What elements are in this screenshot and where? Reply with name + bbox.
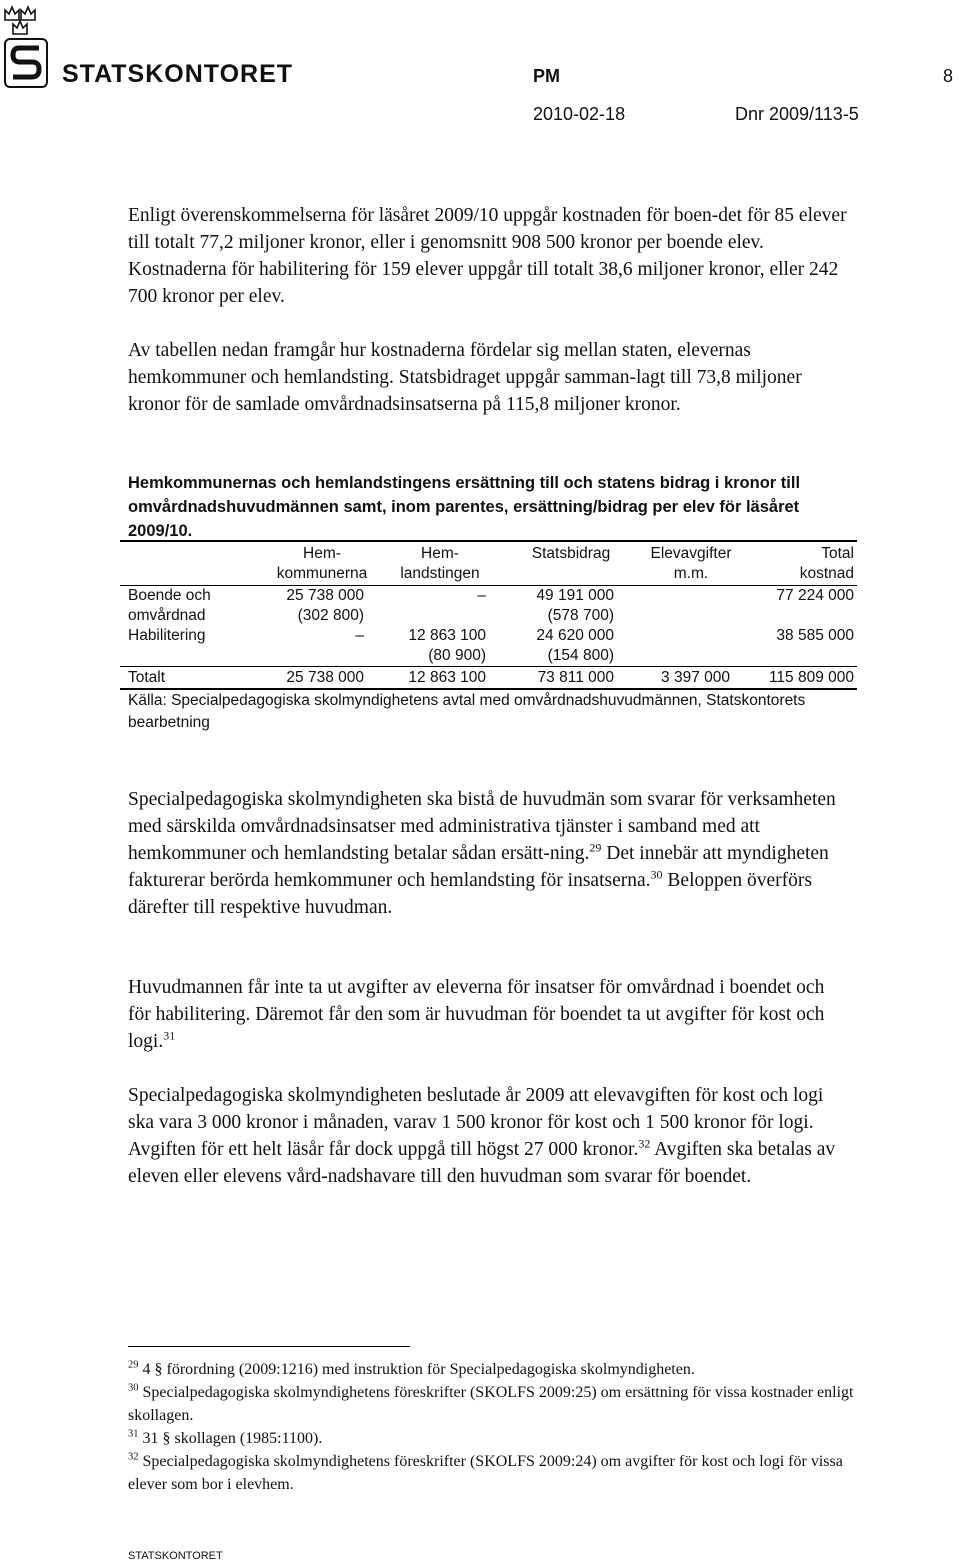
footnote-32: [128, 1450, 858, 1496]
cell-habilitering-stat-per-elev: (154 800): [547, 647, 614, 664]
cell-habilitering-total: 38 585 000: [776, 627, 854, 644]
footnote-ref-32[interactable]: 32: [638, 1136, 651, 1151]
statskontoret-logo-icon: [2, 4, 52, 90]
cell-habilitering-stat: 24 620 000: [536, 627, 614, 644]
footnote-31: [128, 1427, 858, 1450]
col-header-hemlandstingen-2: landstingen: [400, 565, 480, 582]
table-top-rule: [120, 540, 857, 542]
paragraph-3-text-c: Beloppen överförs därefter till respektive huvudman.: [128, 870, 812, 918]
col-header-statsbidrag: Statsbidrag: [531, 545, 611, 562]
cell-boende-landsting: –: [477, 587, 486, 604]
cell-totalt-stat: 73 811 000: [537, 669, 614, 686]
cell-totalt-landsting: 12 863 100: [408, 669, 486, 686]
cell-boende-stat-per-elev: (578 700): [547, 607, 614, 624]
col-header-hemkommunerna-2: kommunerna: [276, 565, 368, 582]
paragraph-3-text-b: Det innebär att myndigheten fakturerar berörda hemkommuner och hemlandsting för insatserna.: [128, 843, 829, 891]
footnote-ref-30[interactable]: 30: [650, 867, 663, 882]
paragraph-3-text-a: Specialpedagogiska skolmyndigheten ska bistå de huvudmän som svarar för verksamheten med särskilda omvårdnadsinsatser med administrativa tjänster i samband med att hemkommuner och hemlandsting betalar sådan ersätt-ning.: [128, 789, 836, 864]
row-label-totalt: Totalt: [128, 669, 166, 686]
cell-totalt-kommun: 25 738 000: [286, 669, 364, 686]
footnote-32-number: 32: [128, 1451, 139, 1463]
cell-boende-kommun: 25 738 000: [286, 587, 364, 604]
cell-habilitering-landsting: 12 863 100: [408, 627, 486, 644]
col-header-total-1: Total: [821, 545, 854, 562]
footnote-29-text: 4 § förordning (2009:1216) med instruktion för Specialpedagogiska skolmyndigheten.: [138, 1361, 695, 1378]
document-dnr: Dnr 2009/113-5: [735, 104, 859, 124]
row-label-boende-1: Boende och: [128, 587, 211, 604]
col-header-elevavgifter-1: Elevavgifter: [650, 545, 732, 562]
footnote-29: [128, 1358, 858, 1381]
col-header-total-2: kostnad: [799, 565, 854, 582]
cell-totalt-elevavgifter: 3 397 000: [661, 669, 730, 686]
col-header-hemlandstingen-1: Hem-: [421, 545, 459, 562]
footnote-ref-29[interactable]: 29: [589, 840, 602, 855]
col-header-elevavgifter-2: m.m.: [673, 565, 709, 582]
footnote-30: [128, 1381, 858, 1427]
cell-totalt-total: 115 809 000: [768, 669, 854, 686]
col-header-hemkommunerna-1: Hem-: [303, 545, 341, 562]
footnote-ref-31[interactable]: 31: [163, 1028, 176, 1043]
paragraph-5-text-a: Specialpedagogiska skolmyndigheten beslutade år 2009 att elevavgiften för kost och logi ska vara 3 000 kronor i månaden, varav 1 500 kronor för kost och 1 500 kronor för logi. Avgiften för ett helt läsår får dock uppgå till högst 27 000 kronor.: [128, 1085, 824, 1160]
paragraph-5: [128, 1082, 848, 1190]
paragraph-2: Av tabellen nedan framgår hur kostnaderna fördelar sig mellan staten, elevernas hemkommuner och hemlandsting. Statsbidraget uppgår samman-lagt till 73,8 miljoner kronor för de samlade omvårdnadsinsatserna på 115,8 miljoner kronor.: [128, 340, 802, 415]
table-source: Källa: Specialpedagogiska skolmyndighetens avtal med omvårdnadshuvudmännen, Statskontorets bearbetning: [128, 692, 806, 731]
footnote-31-text: 31 § skollagen (1985:1100).: [138, 1430, 323, 1447]
page-number: 8: [943, 66, 954, 86]
brand-name: STATSKONTORET: [62, 60, 294, 88]
table-title: Hemkommunernas och hemlandstingens ersättning till och statens bidrag i kronor till omvårdnadshuvudmännen samt, inom parentes, ersättning/bidrag per elev för läsåret 2009/10.: [128, 474, 801, 540]
footnote-32-text: Specialpedagogiska skolmyndighetens föreskrifter (SKOLFS 2009:24) om avgifter för kost och logi för vissa elever som bor i elevhem.: [128, 1453, 843, 1493]
paragraph-4-text: Huvudmannen får inte ta ut avgifter av eleverna för insatser för omvårdnad i boendet och för habilitering. Däremot får den som är huvudman för boendet ta ut avgifter för kost och logi.: [128, 977, 825, 1052]
footnote-separator: [128, 1346, 410, 1347]
footnote-29-number: 29: [128, 1359, 139, 1371]
paragraph-1: Enligt överenskommelserna för läsåret 2009/10 uppgår kostnaden för boen-det för 85 elever till totalt 77,2 miljoner kronor, eller i genomsnitt 908 500 kronor per boende elev. Kostnaderna för habilitering för 159 elever uppgår till totalt 38,6 miljoner kronor, eller 242 700 kronor per elev.: [128, 205, 847, 307]
cell-boende-stat: 49 191 000: [536, 587, 614, 604]
table-total-rule: [120, 666, 857, 667]
paragraph-4: [128, 974, 848, 1055]
cell-boende-kommun-per-elev: (302 800): [297, 607, 364, 624]
document-date: 2010-02-18: [533, 104, 626, 124]
row-label-habilitering: Habilitering: [128, 627, 206, 644]
paragraph-3: [128, 786, 848, 921]
row-label-boende-2: omvårdnad: [128, 607, 206, 624]
cell-habilitering-landsting-per-elev: (80 900): [428, 647, 486, 664]
footnote-30-number: 30: [128, 1382, 139, 1394]
page-footer: STATSKONTORET: [128, 1550, 223, 1562]
cell-habilitering-kommun: –: [355, 627, 364, 644]
footnote-31-number: 31: [128, 1428, 139, 1440]
paragraph-5-text-b: Avgiften ska betalas av eleven eller elevens vård-nadshavare till den huvudman som svarar för boendet.: [128, 1139, 836, 1187]
cell-boende-total: 77 224 000: [776, 587, 854, 604]
footnote-30-text: Specialpedagogiska skolmyndighetens föreskrifter (SKOLFS 2009:25) om ersättning för vissa kostnader enligt skollagen.: [128, 1384, 854, 1424]
document-type: PM: [533, 66, 560, 86]
